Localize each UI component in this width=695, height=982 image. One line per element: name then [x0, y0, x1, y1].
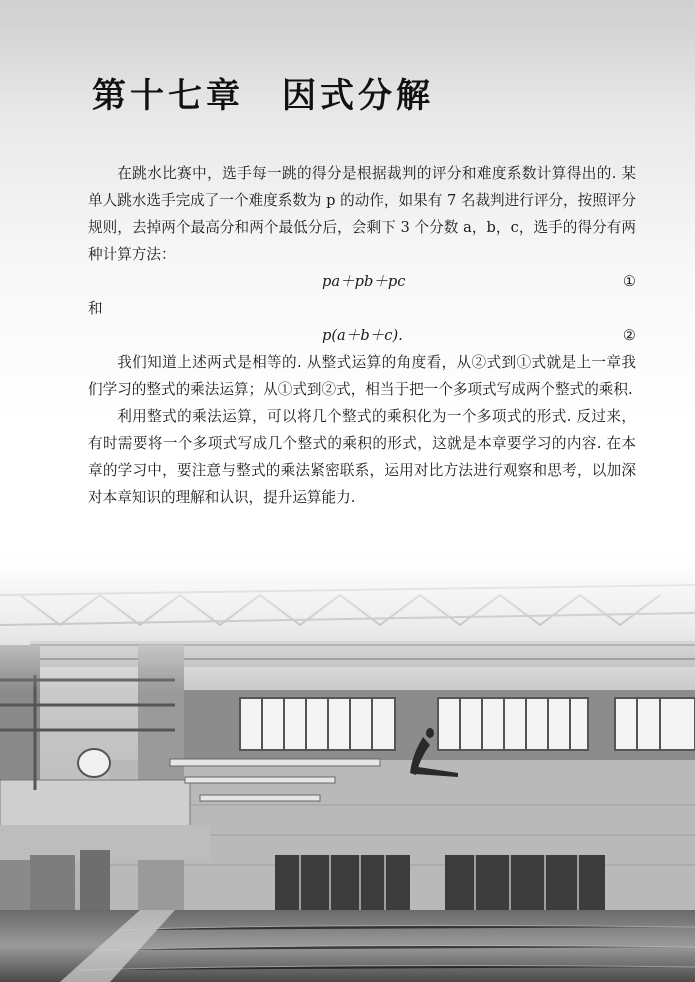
chapter-intro — [88, 160, 636, 511]
formula-row-1 — [88, 268, 636, 295]
equation-number-2: ② — [622, 327, 636, 344]
intro-paragraph-2: 我们知道上述两式是相等的. 从整式运算的角度看，从②式到①式就是上一章我们学习的整式的乘法运算；从①式到②式，相当于把一个多项式写成两个整式的乘积. — [88, 354, 636, 398]
intro-paragraph-3: 利用整式的乘法运算，可以将几个整式的乘积化为一个多项式的形式. 反过来，有时需要将一个多项式写成几个整式的乘积的形式，这就是本章要学习的内容. 在本章的学习中，要注意与整式的乘法紧密联系，运用对比方法进行观察和思考，以加深对本章知识的理解和认识，提升运算能力. — [88, 408, 636, 506]
chapter-title: 第十七章 因式分解 — [92, 76, 434, 116]
equation-number-1: ① — [622, 273, 636, 290]
diving-photo — [0, 555, 695, 982]
formula-row-2 — [88, 322, 636, 349]
formula-1: pa＋pb＋pc — [322, 273, 406, 290]
intro-paragraph-1: 在跳水比赛中，选手每一跳的得分是根据裁判的评分和难度系数计算得出的. 某单人跳水选手完成了一个难度系数为 p 的动作，如果有 7 名裁判进行评分，按照评分规则，去掉两个最高分和两个最低分后，会剩下 3 个分数 a，b，c，选手的得分有两种计算方法： — [88, 165, 636, 263]
connector-word: 和 — [88, 300, 103, 317]
formula-2: p(a＋b＋c). — [322, 327, 403, 344]
